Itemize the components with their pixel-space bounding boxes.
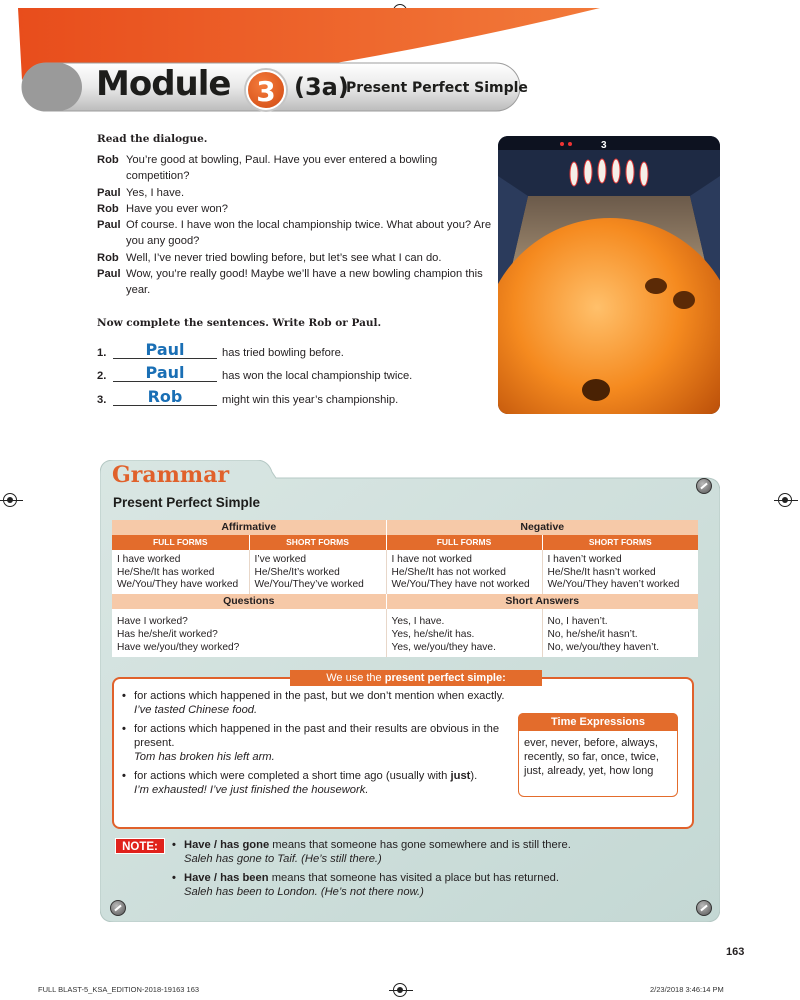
usage-list <box>122 689 512 802</box>
line-text: You’re good at bowling, Paul. Have you ever entered a bowling competition? <box>126 154 438 183</box>
usage-header <box>290 670 542 686</box>
short-forms-header: SHORT FORMS <box>249 535 386 550</box>
form-line: We/You/They have not worked <box>391 579 530 590</box>
full-forms-header: FULL FORMS <box>112 535 249 550</box>
short-forms-header: SHORT FORMS <box>542 535 698 550</box>
full-forms-header: FULL FORMS <box>386 535 542 550</box>
short-answers-header: Short Answers <box>386 594 698 609</box>
form-line: We/You/They haven’t worked <box>547 579 680 590</box>
exercise-item <box>97 335 497 359</box>
screw-icon <box>696 478 712 494</box>
line-text: Wow, you’re really good! Maybe we’ll have a new bowling champion this year. <box>126 268 483 297</box>
form-line: We/You/They’ve worked <box>254 579 364 590</box>
form-line: No, we/you/they haven’t. <box>547 642 660 653</box>
time-expressions-box <box>518 713 678 797</box>
note-text: means that someone has gone somewhere and is still there. <box>272 839 571 851</box>
questions-header: Questions <box>112 594 386 609</box>
answer-blank[interactable]: Rob <box>113 389 217 406</box>
screw-icon <box>696 900 712 916</box>
questions-cell <box>112 609 386 657</box>
form-line: I haven’t worked <box>547 554 622 565</box>
usage-box <box>112 672 694 829</box>
usage-header-bold: present perfect simple: <box>384 672 506 684</box>
bullet-icon: • <box>122 770 126 782</box>
negative-full-cell <box>386 550 542 594</box>
registration-mark-right <box>778 493 792 507</box>
form-line: No, I haven’t. <box>547 616 608 627</box>
dialogue-line <box>97 250 497 266</box>
form-line: Yes, he/she/it has. <box>391 629 475 640</box>
page-number: 163 <box>726 946 745 958</box>
grammar-heading: Grammar <box>112 462 230 488</box>
usage-example: I’ve tasted Chinese food. <box>134 704 258 716</box>
lane-number-display: 3 <box>601 140 607 151</box>
form-line: He/She/It’s worked <box>254 566 340 578</box>
usage-bold: just <box>450 770 471 782</box>
item-number: 1. <box>97 346 107 359</box>
line-text: Well, I’ve never tried bowling before, but let’s see what I can do. <box>126 251 442 264</box>
note-item <box>172 871 672 899</box>
item-number: 2. <box>97 370 107 382</box>
form-line: Have I worked? <box>117 616 188 627</box>
usage-item <box>122 722 512 764</box>
usage-text-after: ). <box>470 770 478 782</box>
bullet-icon: • <box>172 872 176 884</box>
item-text: has tried bowling before. <box>222 346 344 359</box>
answer-blank[interactable]: Paul <box>113 342 217 359</box>
note-bold: Have / has been <box>184 872 269 884</box>
module-number-badge: 3 <box>246 70 286 110</box>
speaker: Paul <box>97 186 121 199</box>
form-line: Yes, we/you/they have. <box>391 642 496 653</box>
line-text: Have you ever won? <box>126 202 228 215</box>
usage-text: for actions which were completed a short time ago (usually with <box>134 770 448 782</box>
time-expressions-list: ever, never, before, always, recently, so far, once, twice, just, already, yet, how long <box>524 737 659 777</box>
dialogue-line <box>97 152 497 185</box>
form-line: He/She/It hasn’t worked <box>547 566 656 578</box>
grammar-subheading: Present Perfect Simple <box>113 495 261 510</box>
dialogue-line <box>97 201 497 217</box>
item-number: 3. <box>97 393 107 406</box>
reading-instruction: Read the dialogue. <box>97 133 208 145</box>
dialogue-line <box>97 266 497 299</box>
registration-mark-left <box>3 493 17 507</box>
dialogue-line <box>97 217 497 250</box>
usage-item <box>122 689 512 717</box>
exercise-answers <box>97 335 497 406</box>
bullet-icon: • <box>122 723 126 735</box>
dialogue-line <box>97 185 497 201</box>
form-line: I have worked <box>117 554 181 565</box>
usage-header-prefix: We use the <box>326 672 382 684</box>
grammar-box <box>100 460 720 922</box>
form-line: He/She/It has not worked <box>391 566 506 578</box>
note-label: NOTE: <box>115 838 165 854</box>
item-text: has won the local championship twice. <box>222 370 413 382</box>
note-text: means that someone has visited a place but has returned. <box>271 872 560 884</box>
short-answers-yes-cell <box>386 609 542 657</box>
negative-header: Negative <box>386 520 698 535</box>
header-banner <box>0 0 800 125</box>
registration-mark-bottom <box>393 983 407 997</box>
form-line: I have not worked <box>391 554 472 565</box>
exercise-instruction: Now complete the sentences. Write Rob or Paul. <box>97 317 382 329</box>
note-bold: Have / has gone <box>184 839 270 851</box>
screw-icon <box>110 900 126 916</box>
speaker: Rob <box>97 251 119 264</box>
note-item <box>172 838 672 866</box>
bullet-icon: • <box>122 690 126 702</box>
usage-item <box>122 769 512 797</box>
note-example: Saleh has been to London. (He’s not there now.) <box>184 886 424 898</box>
exercise-item <box>97 359 497 383</box>
conjugation-table <box>112 520 698 657</box>
affirmative-header: Affirmative <box>112 520 386 535</box>
footer-right: 2/23/2018 3:46:14 PM <box>650 985 724 994</box>
bullet-icon: • <box>172 839 176 851</box>
line-text: Of course. I have won the local championship twice. What about you? Are you any good? <box>126 219 492 248</box>
form-line: We/You/They have worked <box>117 579 239 590</box>
form-line: Have we/you/they worked? <box>117 642 240 653</box>
note-list <box>172 838 672 904</box>
item-text: might win this year’s championship. <box>222 393 399 406</box>
affirmative-full-cell <box>112 550 249 594</box>
form-line: Has he/she/it worked? <box>117 629 218 640</box>
form-line: Yes, I have. <box>391 616 445 627</box>
affirmative-short-cell <box>249 550 386 594</box>
module-word: Module <box>96 64 231 104</box>
speaker: Paul <box>97 268 121 281</box>
form-line: I’ve worked <box>254 554 307 565</box>
speaker: Rob <box>97 202 119 215</box>
usage-text: for actions which happened in the past and their results are obvious in the present. <box>134 723 500 749</box>
usage-example: I’m exhausted! I’ve just finished the housework. <box>134 784 369 796</box>
answer-blank[interactable]: Paul <box>113 365 217 382</box>
unit-code: (3a) <box>294 73 349 101</box>
note-example: Saleh has gone to Taif. (He’s still there.) <box>184 853 382 865</box>
usage-text: for actions which happened in the past, but we don’t mention when exactly. <box>134 690 505 702</box>
form-line: He/She/It has worked <box>117 566 215 578</box>
bowling-photo <box>498 136 720 414</box>
time-expressions-heading: Time Expressions <box>518 713 678 731</box>
negative-short-cell <box>542 550 698 594</box>
line-text: Yes, I have. <box>126 186 185 199</box>
form-line: No, he/she/it hasn’t. <box>547 629 638 640</box>
footer-left: FULL BLAST-5_KSA_EDITION-2018-19163 163 <box>38 985 200 994</box>
dialogue <box>97 152 497 299</box>
unit-title: Present Perfect Simple <box>346 80 528 96</box>
speaker: Rob <box>97 154 119 166</box>
exercise-item <box>97 382 497 406</box>
short-answers-no-cell <box>542 609 698 657</box>
speaker: Paul <box>97 219 121 232</box>
usage-example: Tom has broken his left arm. <box>134 751 275 763</box>
